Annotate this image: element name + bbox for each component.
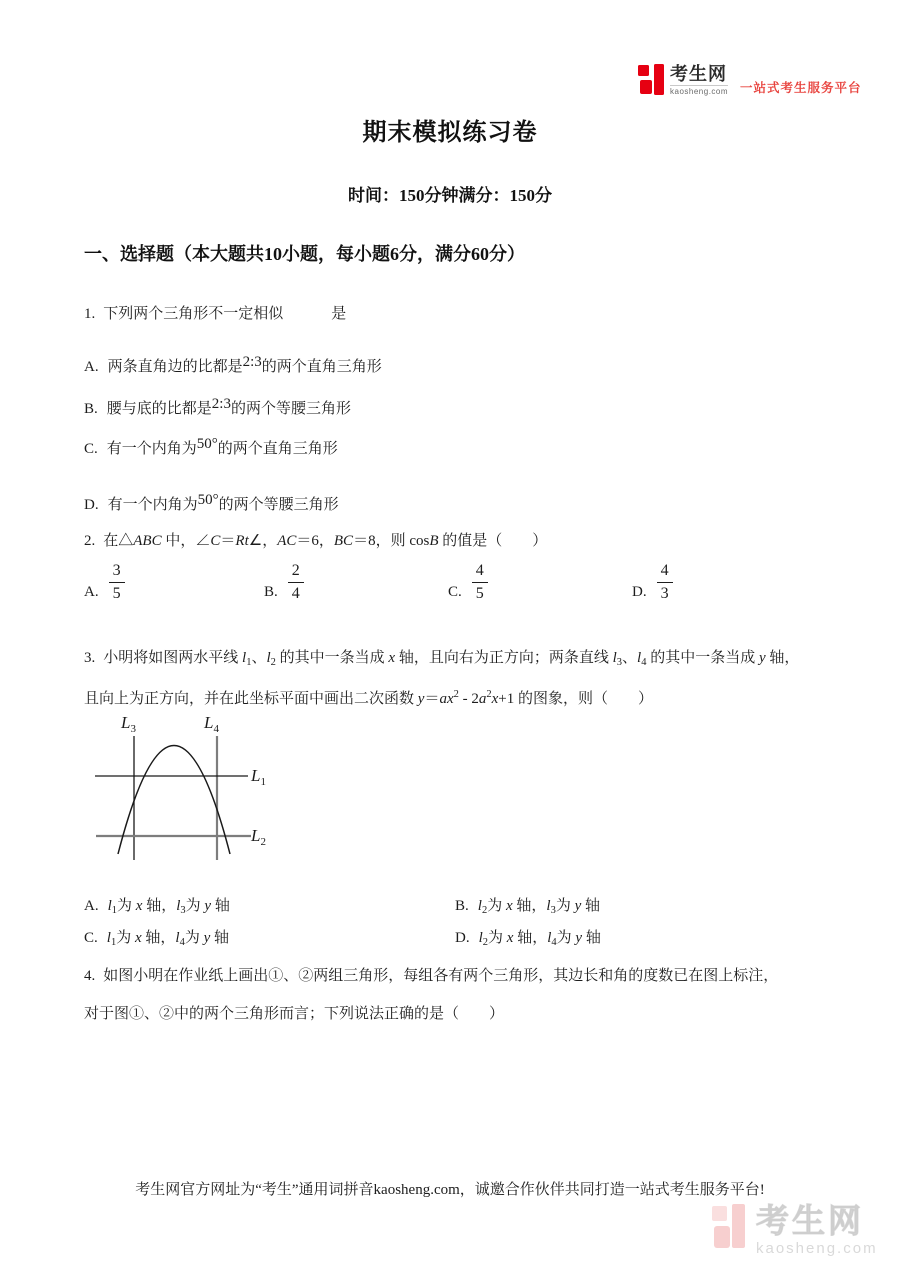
logo-text bbox=[670, 64, 728, 96]
kaosheng-logo-icon bbox=[638, 64, 665, 95]
question-4-stem-line2: 对于图①、②中的两个三角形而言；下列说法正确的是（ ） bbox=[84, 1006, 505, 1022]
question-3-option-b: B. $l_2$为 x 轴，$l_3$为 y 轴 bbox=[455, 898, 601, 916]
fraction: $\frac{2}{4}$ bbox=[288, 562, 304, 602]
question-2-option-b: B. $\frac{2}{4}$ bbox=[264, 562, 304, 602]
question-1-option-b: B. 腰与底的比都是2:3的两个等腰三角形 bbox=[84, 396, 351, 417]
exam-time-score: 时间：150分钟满分：150分 bbox=[348, 186, 552, 205]
question-2-option-d: D. $\frac{4}{3}$ bbox=[632, 562, 673, 602]
question-3-option-d: D. $l_2$为 x 轴，$l_4$为 y 轴 bbox=[455, 930, 601, 948]
question-4-stem-line1: 4. 如图小明在作业纸上画出①、②两组三角形，每组各有两个三角形，其边长和角的度数已在图上标注， bbox=[84, 968, 779, 984]
watermark-name: 考生网 bbox=[756, 1202, 864, 1239]
kaosheng-watermark bbox=[712, 1204, 878, 1257]
question-3-option-c: C. $l_1$为 x 轴，$l_4$为 y 轴 bbox=[84, 930, 230, 948]
footer-text: 考生网官方网址为“考生”通用词拼音kaosheng.com，诚邀合作伙伴共同打造一站式考生服务平台! bbox=[135, 1182, 765, 1198]
figure-label-L3: $L_3$ bbox=[121, 713, 136, 735]
figure-label-L1: $L_1$ bbox=[251, 766, 266, 788]
question-1-option-a: A. 两条直角边的比都是2:3的两个直角三角形 bbox=[84, 354, 382, 375]
watermark-text bbox=[756, 1204, 878, 1257]
question-3-option-a: A. $l_1$为 x 轴，$l_3$为 y 轴 bbox=[84, 898, 230, 916]
figure-label-L4: $L_4$ bbox=[204, 713, 219, 735]
question-1-option-c: C. 有一个内角为50°的两个直角三角形 bbox=[84, 436, 338, 457]
question-1-option-d: D. 有一个内角为50°的两个等腰三角形 bbox=[84, 492, 339, 513]
question-1-stem bbox=[84, 304, 346, 326]
question-3-stem-line1: 3. 小明将如图两水平线 $l_1$、$l_2$ 的其中一条当成 x 轴，且向右为正方向；两条直线 $l_3$、$l_4$ 的其中一条当成 y 轴， bbox=[84, 650, 800, 668]
question-3-number: 3. bbox=[84, 650, 96, 666]
logo-name: 考生网 bbox=[670, 64, 727, 84]
logo-tagline: 一站式考生服务平台 bbox=[740, 81, 862, 95]
page-title: 期末模拟练习卷 bbox=[362, 120, 538, 146]
fraction: $\frac{3}{5}$ bbox=[109, 562, 125, 602]
question-4-number: 4. bbox=[84, 968, 96, 984]
question-1-text: 下列两个三角形不一定相似 是 bbox=[103, 306, 347, 322]
question-2-text: 在△ABC 中，∠C＝Rt∠，AC＝6，BC＝8，则 cosB 的值是（ ） bbox=[103, 533, 548, 549]
parabola-figure bbox=[95, 712, 295, 870]
figure-label-L2: $L_2$ bbox=[251, 826, 266, 848]
kaosheng-logo bbox=[638, 64, 862, 96]
fraction: $\frac{4}{3}$ bbox=[657, 562, 673, 602]
question-2-option-a: A. $\frac{3}{5}$ bbox=[84, 562, 125, 602]
question-2-option-c: C. $\frac{4}{5}$ bbox=[448, 562, 488, 602]
question-2-stem bbox=[84, 531, 547, 553]
section-heading: 一、选择题（本大题共10小题，每小题6分，满分60分） bbox=[84, 244, 525, 264]
watermark-domain: kaosheng.com bbox=[756, 1240, 878, 1257]
question-1-number: 1. bbox=[84, 306, 96, 322]
question-3-stem-line2: 且向上为正方向，并在此坐标平面中画出二次函数 $y=ax^2 - 2a^2x+1$ 的图象，则（ ） bbox=[84, 689, 654, 707]
kaosheng-watermark-icon bbox=[712, 1204, 748, 1250]
question-2-number: 2. bbox=[84, 533, 96, 549]
fraction: $\frac{4}{5}$ bbox=[472, 562, 488, 602]
logo-domain: kaosheng.com bbox=[670, 87, 729, 96]
